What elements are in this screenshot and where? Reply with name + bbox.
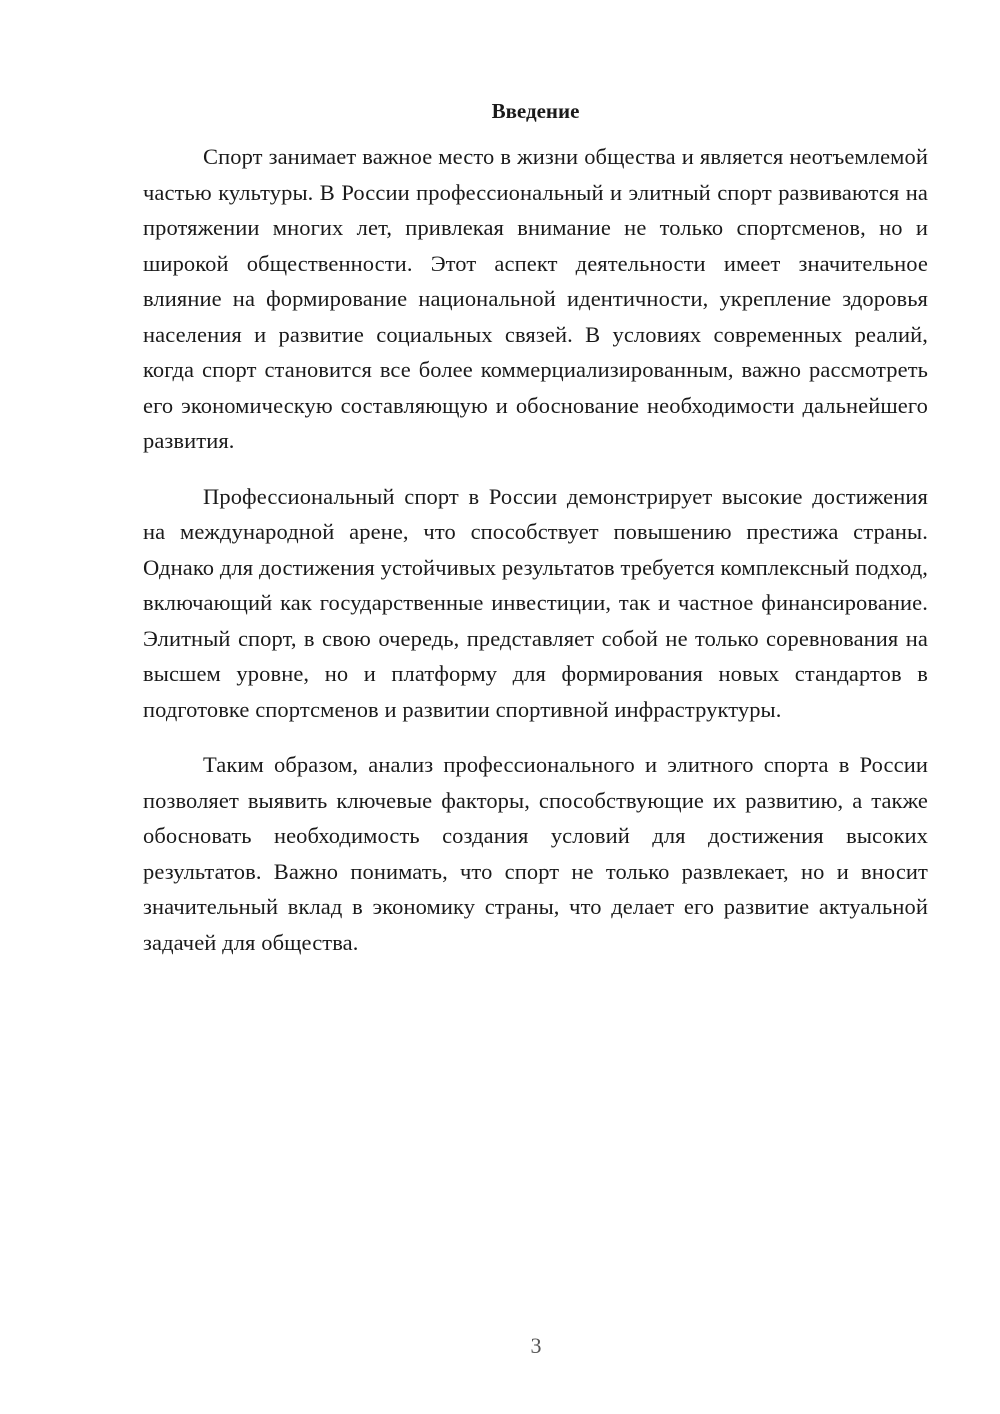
page-number: 3 xyxy=(530,1333,542,1358)
section-title: Введение xyxy=(491,99,580,123)
paragraph-3: Таким образом, анализ профессионального и элитного спорта в России позволяет выявить ключевые факторы, способствующие их развитию, а также обосновать необходимость создания условий для достижения высоких результатов. Важно понимать, что спорт не только развлекает, но и вносит значительный вклад в экономику страны, что делает его развитие актуальной задачей для общества. xyxy=(143,752,928,955)
paragraph-1: Спорт занимает важное место в жизни общества и является неотъемлемой частью культуры. В России профессиональный и элитный спорт развиваются на протяжении многих лет, привлекая внимание не только спортсменов, но и широкой общественности. Этот аспект деятельности имеет значительное влияние на формирование национальной идентичности, укрепление здоровья населения и развитие социальных связей. В условиях современных реалий, когда спорт становится все более коммерциализированным, важно рассмотреть его экономическую составляющую и обоснование необходимости дальнейшего развития. xyxy=(143,144,928,453)
page-content xyxy=(143,96,928,980)
paragraph-2: Профессиональный спорт в России демонстрирует высокие достижения на международной арене, что способствует повышению престижа страны. Однако для достижения устойчивых результатов требуется комплексный подход, включающий как государственные инвестиции, так и частное финансирование. Элитный спорт, в свою очередь, представляет собой не только соревнования на высшем уровне, но и платформу для формирования новых стандартов в подготовке спортсменов и развитии спортивной инфраструктуры. xyxy=(143,483,928,722)
